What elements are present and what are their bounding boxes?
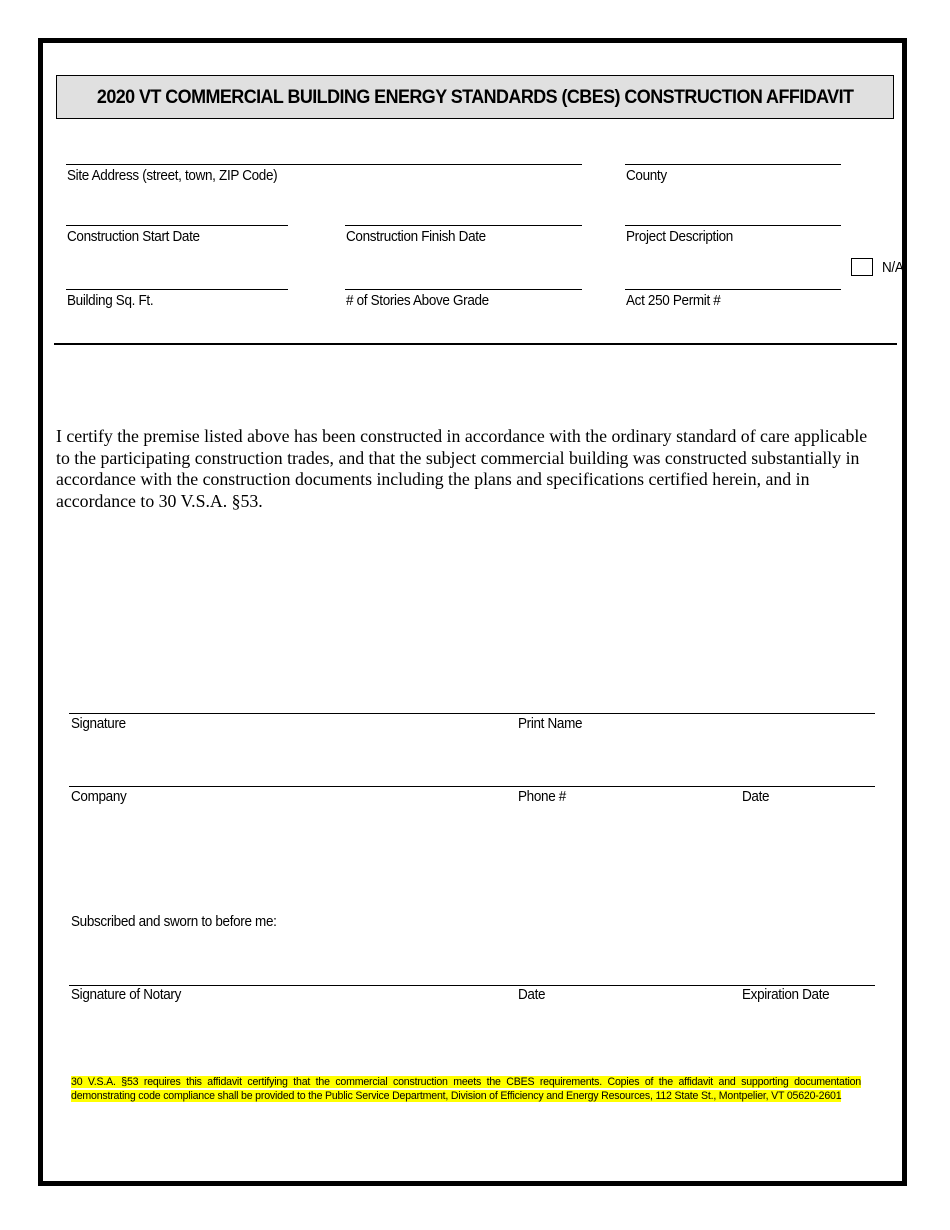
company-field[interactable] (69, 786, 875, 787)
project-description-field[interactable] (625, 225, 841, 226)
signature-label: Signature (71, 716, 126, 732)
finish-date-field[interactable] (345, 225, 582, 226)
title-box (56, 75, 894, 119)
county-label: County (626, 168, 667, 184)
sq-ft-label: Building Sq. Ft. (67, 293, 154, 309)
site-address-label: Site Address (street, town, ZIP Code) (67, 168, 278, 184)
footnote (71, 1075, 861, 1103)
na-label: N/A (882, 260, 904, 276)
start-date-label: Construction Start Date (67, 229, 200, 245)
date-label: Date (742, 789, 770, 805)
notary-signature-field[interactable] (69, 985, 875, 986)
notary-date-label: Date (518, 987, 546, 1003)
expiration-date-label: Expiration Date (742, 987, 830, 1003)
na-checkbox[interactable] (851, 258, 873, 276)
sworn-label: Subscribed and sworn to before me: (71, 914, 277, 930)
sq-ft-field[interactable] (66, 289, 288, 290)
stories-label: # of Stories Above Grade (346, 293, 489, 309)
project-description-label: Project Description (626, 229, 733, 245)
act250-label: Act 250 Permit # (626, 293, 721, 309)
certification-statement: I certify the premise listed above has been constructed in accordance with the ordinary standard of care applicable to the participating construction trades, and that the subject commercial building was constructed substantially in accordance with the construction documents including the plans and specifications certified herein, and in accordance to 30 V.S.A. §53. (56, 426, 868, 511)
company-label: Company (71, 789, 127, 805)
site-address-field[interactable] (66, 164, 582, 165)
footnote-text: 30 V.S.A. §53 requires this affidavit certifying that the commercial construction meets the CBES requirements. Copies of the affidavit and supporting documentation demonstrating code compliance shall be provided to the Public Service Department, Division of Efficiency and Energy Resources, 112 State St., Montpelier, VT 05620-2601 (71, 1076, 861, 1102)
section-divider (54, 343, 897, 345)
phone-label: Phone # (518, 789, 566, 805)
print-name-label: Print Name (518, 716, 583, 732)
signature-field[interactable] (69, 713, 875, 714)
start-date-field[interactable] (66, 225, 288, 226)
notary-signature-label: Signature of Notary (71, 987, 182, 1003)
act250-field[interactable] (625, 289, 841, 290)
page-border (38, 38, 907, 1186)
finish-date-label: Construction Finish Date (346, 229, 486, 245)
county-field[interactable] (625, 164, 841, 165)
form-title: 2020 VT COMMERCIAL BUILDING ENERGY STANDARDS (CBES) CONSTRUCTION AFFIDAVIT (96, 85, 854, 108)
stories-field[interactable] (345, 289, 582, 290)
